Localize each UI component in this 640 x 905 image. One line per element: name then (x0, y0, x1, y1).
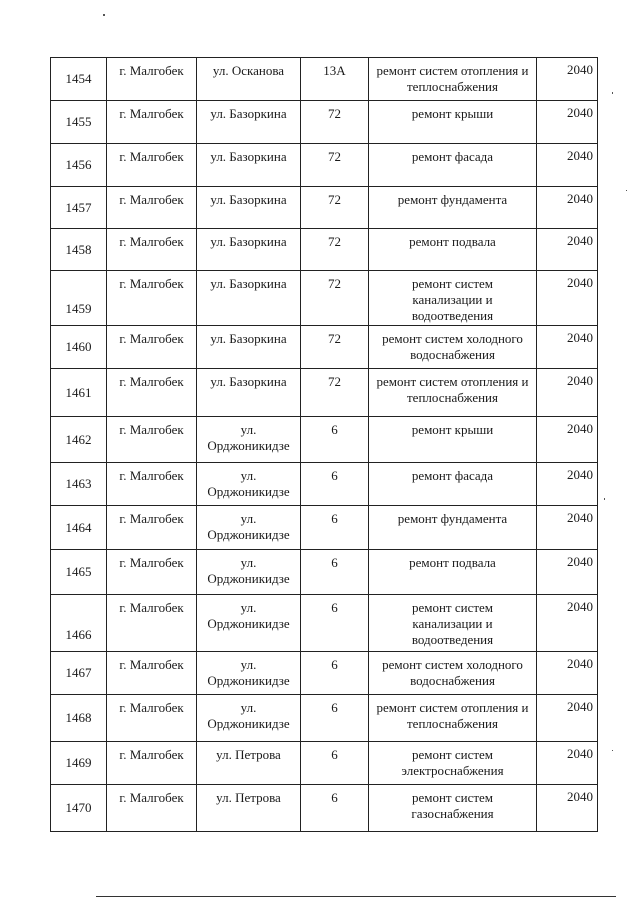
row-number: 1454 (51, 58, 107, 101)
table-row (51, 187, 598, 229)
table-row (51, 652, 598, 695)
table-row (51, 506, 598, 550)
year-cell: 2040 (567, 373, 593, 388)
street-cell: ул. Базоркина (210, 374, 287, 389)
house-cell: 6 (331, 422, 338, 437)
street-cell: ул. Орджоникидзе (207, 700, 290, 731)
row-number: 1456 (51, 144, 107, 187)
year-cell: 2040 (567, 148, 593, 163)
row-number: 1468 (51, 695, 107, 742)
scan-speck (626, 190, 627, 191)
street-cell: ул. Петрова (216, 747, 281, 762)
work-type-cell: ремонт систем отопления и теплоснабжения (376, 700, 529, 731)
house-cell: 72 (328, 331, 341, 346)
city-cell: г. Малгобек (119, 422, 184, 437)
city-cell: г. Малгобек (119, 555, 184, 570)
city-cell: г. Малгобек (119, 234, 184, 249)
city-cell: г. Малгобек (119, 747, 184, 762)
street-cell: ул. Базоркина (210, 149, 287, 164)
city-cell: г. Малгобек (119, 700, 184, 715)
table-row (51, 785, 598, 832)
house-cell: 72 (328, 276, 341, 291)
year-cell: 2040 (567, 599, 593, 614)
street-cell: ул. Базоркина (210, 276, 287, 291)
house-cell: 6 (331, 468, 338, 483)
city-cell: г. Малгобек (119, 511, 184, 526)
row-number: 1469 (51, 742, 107, 785)
street-cell: ул. Орджоникидзе (207, 657, 290, 688)
work-type-cell: ремонт фасада (411, 149, 494, 164)
city-cell: г. Малгобек (119, 192, 184, 207)
street-cell: ул. Орджоникидзе (207, 422, 290, 453)
year-cell: 2040 (567, 554, 593, 569)
street-cell: ул. Орджоникидзе (207, 600, 290, 631)
work-type-cell: ремонт систем канализации и водоотведения (411, 600, 494, 647)
year-cell: 2040 (567, 191, 593, 206)
table-row (51, 595, 598, 652)
work-type-cell: ремонт систем холодного водоснабжения (382, 657, 523, 688)
table-row (51, 742, 598, 785)
house-cell: 13А (323, 63, 346, 78)
scan-speck (604, 498, 605, 500)
house-cell: 6 (331, 747, 338, 762)
house-cell: 6 (331, 555, 338, 570)
house-cell: 6 (331, 657, 338, 672)
table-row (51, 369, 598, 417)
work-type-cell: ремонт систем отопления и теплоснабжения (376, 63, 529, 94)
street-cell: ул. Базоркина (210, 106, 287, 121)
street-cell: ул. Орджоникидзе (207, 555, 290, 586)
table-row (51, 58, 598, 101)
work-type-cell: ремонт систем электроснабжения (401, 747, 504, 778)
city-cell: г. Малгобек (119, 790, 184, 805)
row-number: 1463 (51, 463, 107, 506)
year-cell: 2040 (567, 330, 593, 345)
work-type-cell: ремонт подвала (409, 234, 496, 249)
work-type-cell: ремонт систем газоснабжения (411, 790, 494, 821)
row-number: 1465 (51, 550, 107, 595)
work-type-cell: ремонт фундамента (397, 511, 508, 526)
row-number: 1464 (51, 506, 107, 550)
row-number: 1460 (51, 326, 107, 369)
work-type-cell: ремонт фундамента (397, 192, 508, 207)
table-row (51, 695, 598, 742)
house-cell: 6 (331, 511, 338, 526)
year-cell: 2040 (567, 699, 593, 714)
year-cell: 2040 (567, 275, 593, 290)
work-type-cell: ремонт крыши (411, 422, 494, 437)
row-number: 1457 (51, 187, 107, 229)
year-cell: 2040 (567, 746, 593, 761)
city-cell: г. Малгобек (119, 600, 184, 615)
house-cell: 72 (328, 192, 341, 207)
row-number: 1455 (51, 101, 107, 144)
table-row (51, 271, 598, 326)
year-cell: 2040 (567, 105, 593, 120)
street-cell: ул. Петрова (216, 790, 281, 805)
scan-speck (612, 92, 613, 94)
year-cell: 2040 (567, 421, 593, 436)
table-row (51, 326, 598, 369)
street-cell: ул. Орджоникидзе (207, 468, 290, 499)
house-cell: 72 (328, 106, 341, 121)
work-type-cell: ремонт крыши (411, 106, 494, 121)
house-cell: 72 (328, 234, 341, 249)
house-cell: 6 (331, 600, 338, 615)
city-cell: г. Малгобек (119, 276, 184, 291)
year-cell: 2040 (567, 789, 593, 804)
city-cell: г. Малгобек (119, 468, 184, 483)
row-number: 1461 (51, 369, 107, 417)
row-number: 1459 (51, 271, 107, 326)
work-type-cell: ремонт систем отопления и теплоснабжения (376, 374, 529, 405)
table-row (51, 229, 598, 271)
repair-schedule-table (50, 57, 598, 832)
table-row (51, 101, 598, 144)
year-cell: 2040 (567, 467, 593, 482)
house-cell: 72 (328, 374, 341, 389)
city-cell: г. Малгобек (119, 331, 184, 346)
table-row (51, 144, 598, 187)
document-sheet (50, 57, 598, 832)
city-cell: г. Малгобек (119, 374, 184, 389)
year-cell: 2040 (567, 656, 593, 671)
row-number: 1458 (51, 229, 107, 271)
street-cell: ул. Базоркина (210, 192, 287, 207)
table-row (51, 417, 598, 463)
year-cell: 2040 (567, 233, 593, 248)
scan-speck (612, 750, 613, 751)
row-number: 1467 (51, 652, 107, 695)
scan-speck (103, 14, 105, 16)
city-cell: г. Малгобек (119, 149, 184, 164)
house-cell: 72 (328, 149, 341, 164)
house-cell: 6 (331, 790, 338, 805)
year-cell: 2040 (567, 510, 593, 525)
city-cell: г. Малгобек (119, 63, 184, 78)
house-cell: 6 (331, 700, 338, 715)
year-cell: 2040 (567, 62, 593, 77)
street-cell: ул. Осканова (212, 63, 285, 78)
table-row (51, 463, 598, 506)
work-type-cell: ремонт фасада (411, 468, 494, 483)
city-cell: г. Малгобек (119, 657, 184, 672)
page-bottom-rule (96, 896, 616, 897)
row-number: 1470 (51, 785, 107, 832)
row-number: 1462 (51, 417, 107, 463)
street-cell: ул. Орджоникидзе (207, 511, 290, 542)
work-type-cell: ремонт систем холодного водоснабжения (382, 331, 523, 362)
work-type-cell: ремонт систем канализации и водоотведения (411, 276, 494, 323)
city-cell: г. Малгобек (119, 106, 184, 121)
table-body (51, 58, 598, 832)
street-cell: ул. Базоркина (210, 234, 287, 249)
table-row (51, 550, 598, 595)
row-number: 1466 (51, 595, 107, 652)
work-type-cell: ремонт подвала (409, 555, 496, 570)
street-cell: ул. Базоркина (210, 331, 287, 346)
